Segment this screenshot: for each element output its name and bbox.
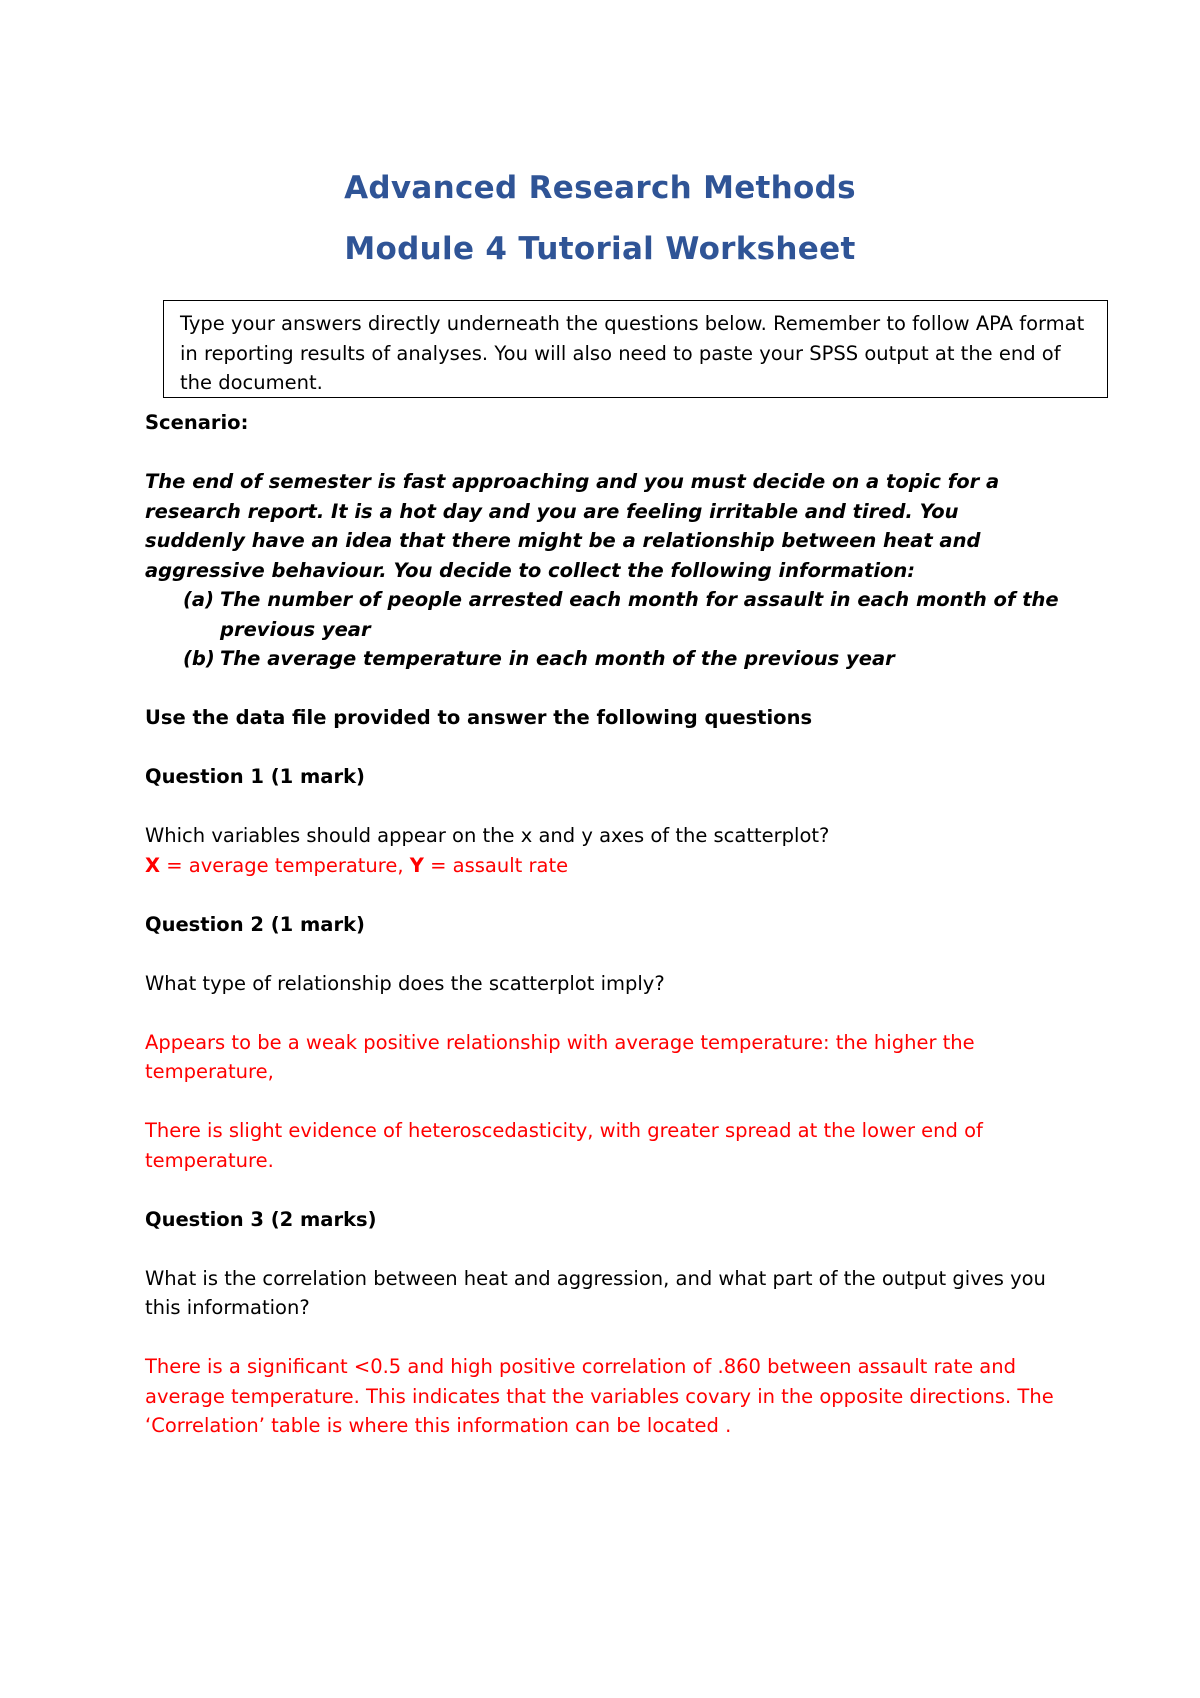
- scenario-label: Scenario:: [145, 411, 249, 434]
- answer-text: Appears to be a weak positive relationship with average temperature: the higher the temperature,: [145, 1030, 975, 1083]
- answer-y-label: Y: [409, 853, 424, 877]
- scenario-text: The end of semester is fast approaching and you must decide on a topic for a research report. It is a hot day and you are feeling irritable and tired. You suddenly have an idea that there might be a relationship between heat and aggressive behaviour. You decide to collect the following information:: [145, 470, 1000, 582]
- list-marker: (b): [183, 647, 215, 670]
- question-heading: Question 2 (1 mark): [145, 912, 365, 936]
- question-prompt: Which variables should appear on the x and y axes of the scatterplot?: [145, 824, 830, 847]
- scenario-list: [145, 585, 1065, 674]
- answer-text: X = average temperature, Y = assault rate: [145, 853, 569, 877]
- worksheet-content: [145, 408, 1065, 1441]
- list-marker: (a): [183, 588, 214, 611]
- scenario-item: [145, 585, 1065, 644]
- scenario-item-text: The average temperature in each month of the previous year: [220, 647, 895, 670]
- question-heading: Question 3 (2 marks): [145, 1207, 377, 1231]
- question-prompt: What type of relationship does the scatterplot imply?: [145, 971, 665, 995]
- instructions-box: Type your answers directly underneath the questions below. Remember to follow APA format in reporting results of analyses. You will also need to paste your SPSS output at the end of the document.: [163, 300, 1108, 398]
- answer-text: There is a significant <0.5 and high positive correlation of .860 between assault rate and average temperature. This indicates that the variables covary in the opposite directions. The ‘Correlation’ table is where this information can be located .: [145, 1355, 1054, 1437]
- document-title: Advanced Research Methods: [344, 170, 856, 206]
- document-subtitle: Module 4 Tutorial Worksheet: [344, 231, 856, 267]
- data-instruction: Use the data file provided to answer the following questions: [145, 706, 813, 729]
- answer-x-label: X: [145, 853, 161, 877]
- scenario-item: [145, 644, 1065, 674]
- question-prompt: What is the correlation between heat and aggression, and what part of the output gives you this information?: [145, 1266, 1046, 1319]
- question-heading: Question 1 (1 mark): [145, 765, 365, 788]
- scenario-item-text: The number of people arrested each month for assault in each month of the previous year: [220, 588, 1059, 641]
- answer-text: There is slight evidence of heteroscedasticity, with greater spread at the lower end of temperature.: [145, 1119, 983, 1172]
